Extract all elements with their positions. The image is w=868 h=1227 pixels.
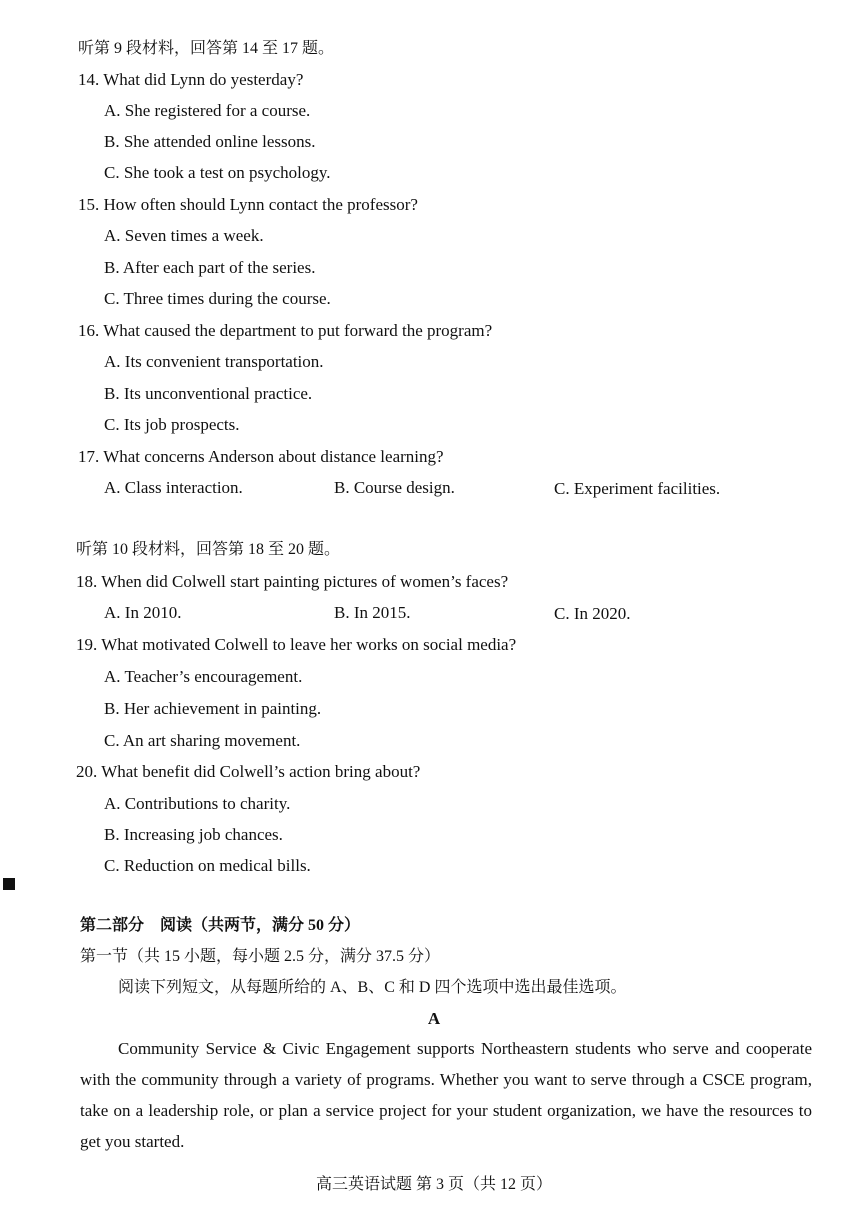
question-option: B. Her achievement in painting. — [104, 699, 322, 718]
question-stem: 20. What benefit did Colwell’s action bring about? — [76, 762, 421, 781]
question-stem: 15. How often should Lynn contact the professor? — [78, 195, 418, 214]
question-option: C. In 2020. — [554, 604, 631, 623]
passage-body: Community Service & Civic Engagement supports Northeastern students who serve and cooperate with the community through a variety of programs. Whether you want to serve through a CSCE program, take on a leadership role, or plan a service project for your student organization, we have the resources to get you started. — [80, 1039, 812, 1151]
question-option: A. Class interaction. — [104, 478, 243, 497]
question-option: C. Reduction on medical bills. — [104, 856, 311, 875]
question-option: C. Experiment facilities. — [554, 479, 721, 498]
section-instruction: 听第 9 段材料，回答第 14 至 17 题。 — [78, 40, 335, 57]
passage-label: A — [427, 1009, 441, 1028]
question-stem: 18. When did Colwell start painting pictures of women’s faces? — [76, 572, 509, 591]
page-footer: 高三英语试题 第 3 页（共 12 页） — [315, 1176, 552, 1193]
question-stem: 17. What concerns Anderson about distance learning? — [78, 447, 444, 466]
question-option: B. Course design. — [334, 478, 455, 497]
section-instruction: 听第 10 段材料，回答第 18 至 20 题。 — [76, 541, 341, 558]
question-option: B. Its unconventional practice. — [104, 384, 313, 403]
question-option: A. Seven times a week. — [104, 226, 264, 245]
question-option: B. After each part of the series. — [104, 258, 316, 277]
question-stem: 16. What caused the department to put forward the program? — [78, 321, 493, 340]
part-title: 第二部分 阅读（共两节，满分 50 分） — [80, 917, 361, 934]
question-option: C. Its job prospects. — [104, 415, 240, 434]
question-option: C. An art sharing movement. — [104, 731, 301, 750]
question-option: A. In 2010. — [104, 603, 182, 622]
question-option: B. In 2015. — [334, 603, 411, 622]
question-option: A. She registered for a course. — [104, 101, 311, 120]
section-heading: 第一节（共 15 小题，每小题 2.5 分，满分 37.5 分） — [80, 948, 441, 965]
question-stem: 19. What motivated Colwell to leave her works on social media? — [76, 635, 517, 654]
question-option: A. Its convenient transportation. — [104, 352, 324, 371]
question-option: B. Increasing job chances. — [104, 825, 283, 844]
question-stem: 14. What did Lynn do yesterday? — [78, 70, 304, 89]
question-option: A. Contributions to charity. — [104, 794, 291, 813]
question-option: C. She took a test on psychology. — [104, 163, 331, 182]
scan-marker — [3, 878, 15, 890]
question-option: C. Three times during the course. — [104, 289, 331, 308]
question-option: B. She attended online lessons. — [104, 132, 316, 151]
question-option: A. Teacher’s encouragement. — [104, 667, 303, 686]
passage-text — [80, 1033, 812, 1157]
directions: 阅读下列短文，从每题所给的 A、B、C 和 D 四个选项中选出最佳选项。 — [118, 979, 627, 996]
